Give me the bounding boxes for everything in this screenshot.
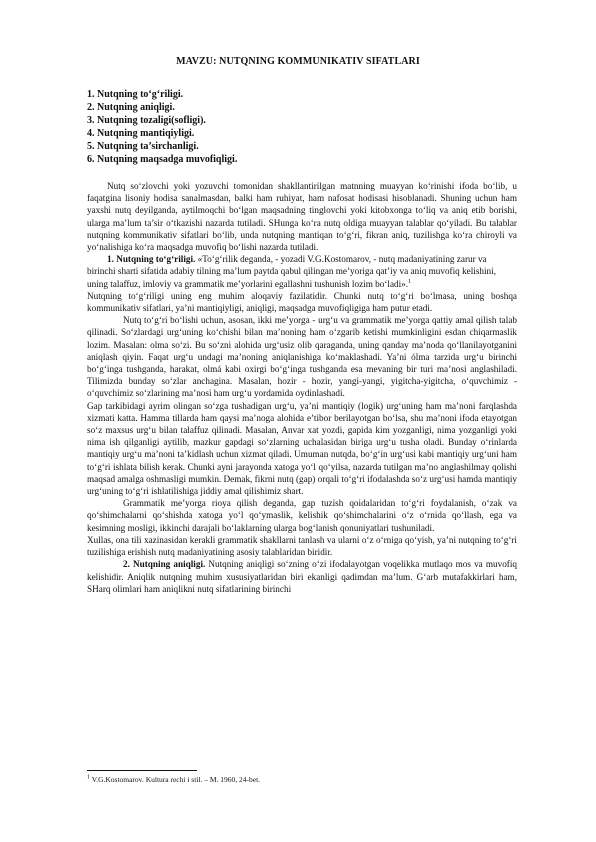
topic-item: 6. Nutqning maqsadga muvofiqligi.: [87, 154, 238, 165]
precision-paragraph: [87, 558, 517, 595]
footnote-mark: 1: [87, 774, 90, 781]
section-heading: 2. Nutqning aniqligi.: [123, 559, 206, 570]
paragraph: Grammatik me’yorga rioya qilish deganda, gap tuzish qoidalaridan to‘g‘ri foydalanish, o‘zak va qo‘shimchalarni qo‘shishda xatoga yo‘l qo‘ymaslik, kelishik qo‘shimchalarini o‘z o‘rnida qo‘llash, ega va kesimning mosligi, ikkinchi darajali bo‘laklarning ularga bog‘lanish qonuniyatlari tushuniladi.: [87, 498, 517, 533]
paragraph: Gap tarkibidagi ayrim olingan so‘zga tushadigan urg‘u, ya’ni mantiqiy (logik) urg‘uning ham ma’noni farqlashda xizmati katta. Hamma tillarda ham qaysi ma’noga alohida e’tibor berilayotgan bo‘lsa, shu ma’noni ifoda etayotgan so‘z maxsus urg‘u bilan talaffuz qilinadi. Masalan, Anvar xat yozdi, gapida kim yozganligi, nima yozganligi yoki nima ish qilganligi aytilib, mazkur gapdagi so‘zlarning uchalasidan biriga urg‘u tusha oladi. Bunday o‘rinlarda mantiqiy urg‘u ma’noni ta’kidlash uchun xizmat qiladi. Umuman nutqda, bo‘g‘in urg‘usi kabi mantiqiy urg‘uni ham to‘g‘ri ishlata bilish kerak. Chunki ayni jarayonda xatoga yo‘l qo‘yilsa, nazarda tutilgan ma’no anglashilmay qolishi maqsad amalga oshmasligi mumkin. Demak, fikrni nutq (gap) orqali to‘g‘ri ifodalashda so‘z urg‘usi hamda mantiqiy urg‘uning to‘g‘ri ishlatilishiga jiddiy amal qilishimiz shart.: [87, 400, 518, 497]
paragraph: Nutqning to‘g‘riligi uning eng muhim aloqaviy fazilatidir. Chunki nutq to‘g‘ri bo‘lmasa, uning boshqa kommunikativ sifatlari, ya’ni mantiqiyligi, aniqligi, maqsadga muvofiqligiga ham putur etadi.: [87, 290, 517, 314]
footnote-ref: 1: [408, 278, 412, 285]
topic-item: 5. Nutqning ta’sirchanligi.: [87, 141, 199, 152]
topic-item: 3. Nutqning tozaligi(sofligi).: [87, 115, 206, 126]
topic-item: 1. Nutqning to‘g‘riligi.: [87, 89, 184, 100]
footnote-text: V.G.Kostomarov. Kultura rechi i stil. – M. 1960, 24-bet.: [90, 775, 261, 784]
paragraph-text: Nutqning aniqligi so‘zning o‘zi ifodalayotgan voqelikka mutlaqo mos va muvofiq kelishidir. Aniqlik nutqning muhim xususiyatlaridan biri ekanligi qadimdan ma’lum. G‘arb mutafakkirlari ham, SHarq olimlari ham aniqlikni nutq sifatlarining birinchi: [87, 559, 517, 594]
page-title: MAVZU: NUTQNING KOMMUNIKATIV SIFATLARI: [176, 56, 420, 67]
footnote-separator: [87, 770, 197, 771]
paragraph-text: «To‘g‘rilik deganda, - yozadi V.G.Kostomarov, - nutq madaniyatining zarur va birinchi sharti sifatida adabiy tilning ma’lum paytda qabul qilingan me’yoriga qat’iy va aniq muvofiq kelishini, uning talaffuz, imloviy va grammatik me’yorlarini egallashni tushunish lozim bo‘ladi».: [87, 254, 497, 289]
topic-item: 4. Nutqning mantiqiyligi.: [87, 128, 195, 139]
footnote: [87, 775, 260, 784]
body-text: [87, 180, 517, 595]
section-heading: 1. Nutqning to‘g‘riligi.: [107, 254, 196, 265]
correctness-paragraph: [87, 253, 517, 290]
paragraph: Xullas, ona tili xazinasidan kerakli grammatik shakllarni tanlash va ularni o‘z o‘rniga qo‘yish, ya’ni nutqning to‘g‘ri tuzilishiga erishish nutq madaniyatining asosiy talablaridan biridir.: [87, 534, 517, 558]
paragraph: Nutq to‘g‘ri bo‘lishi uchun, asosan, ikki me’yorga - urg‘u va grammatik me’yorga qattiy amal qilish talab qilinadi. So‘zlardagi urg‘uning ko‘chishi bilan ma’noning ham o‘zgarib ketishi mumkinligini esdan chiqarmaslik lozim. Masalan: olma so‘zi. Bu so‘zni alohida urg‘usiz olib qaraganda, uning qanday ma’noda qo‘llanilayotganini aniqlash qiyin. Faqat urg‘u undagi ma’noning aniqlanishiga ko‘maklashadi. Ya’ni ólma tarzida urg‘u birinchi bo‘g‘inga tushganda, harakat, olmá kabi oxirgi bo‘g‘inga tushganda esa mevaning bir turi ma’nosi anglashiladi. Tilimizda bunday so‘zlar anchagina. Masalan, hozir - hozir, yangi-yangi, yigitcha-yigitcha, o‘quvchimiz - o‘quvchimiz so‘zlarining ma’nosi ham urg‘u yordamida oydinlashadi.: [87, 315, 517, 399]
intro-paragraph: Nutq so‘zlovchi yoki yozuvchi tomonidan shakllantirilgan matnning muayyan ko‘rinishi ifoda bo‘lib, u faqatgina lisoniy hodisa sanalmasdan, balki ham ruhiyat, ham nafosat hodisasi hisoblanadi. Shuning uchun ham yaxshi nutq deyilganda, aytilmoqchi bo‘lgan maqsadning tinglovchi yoki kitobxonga to‘liq va aniq etib borishi, ularga ma’lum ta’sir o‘tkazishi nazarda tutiladi. SHunga ko‘ra nutq oldiga muayyan talablar qo‘yiladi. Bu talablar nutqning kommunikativ sifatlari bo‘lib, unda nutqning mantiqan to‘g‘ri, fikran aniq, tuzilishga ko‘ra chiroyli va yo‘nalishiga ko‘ra maqsadga muvofiq bo‘lishi nazarda tutiladi.: [87, 181, 517, 253]
topic-item: 2. Nutqning aniqligi.: [87, 102, 175, 113]
topic-list: [87, 88, 237, 166]
